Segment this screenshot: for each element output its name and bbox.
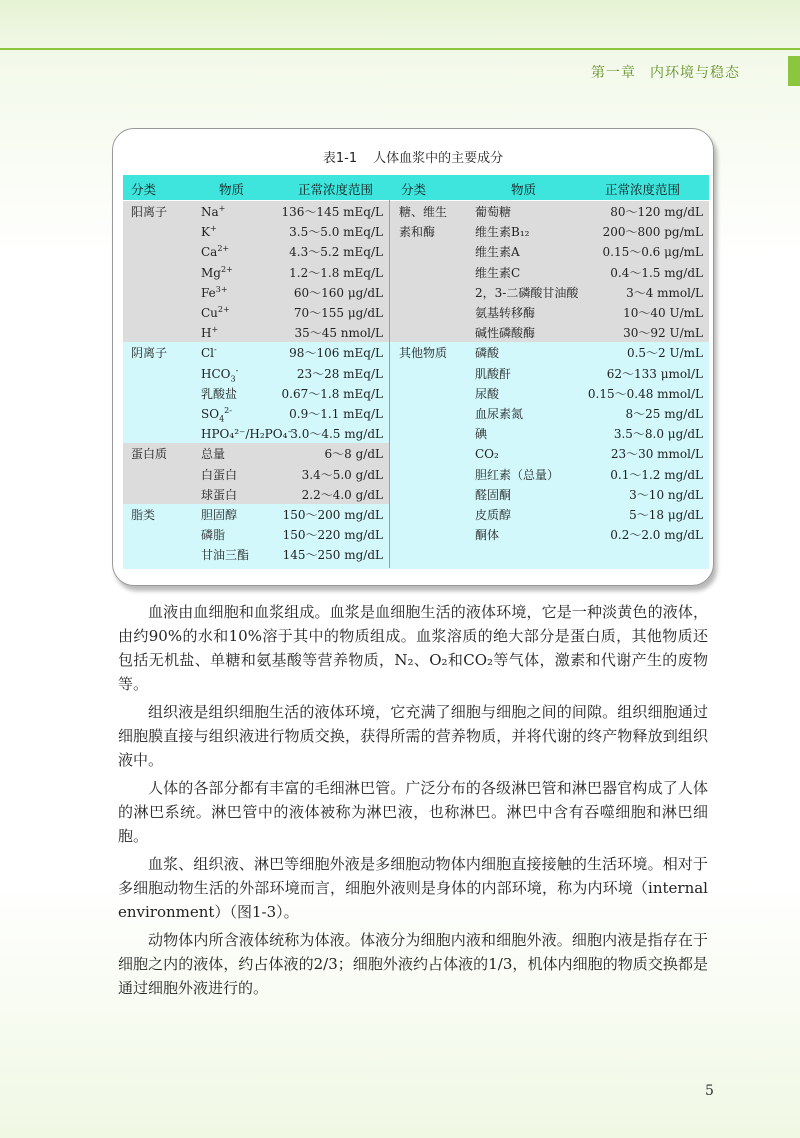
col-header-range-right: 正常浓度范围	[605, 182, 681, 197]
col-header-substance-right: 物质	[511, 182, 537, 197]
table-range-cell: 0.1～1.2 mg/dL	[610, 467, 703, 482]
table-header-row	[123, 175, 709, 200]
table-range-cell: 2.2～4.0 g/dL	[301, 487, 383, 502]
table-panel	[112, 128, 714, 586]
table-substance-cell: $Cu^{2+}$	[201, 305, 230, 320]
table-substance-cell: 碘	[475, 427, 488, 442]
table-range-cell: 10～40 U/mL	[623, 306, 703, 320]
table-substance-cell: 甘油三酯	[201, 548, 250, 563]
header-rule	[0, 48, 800, 50]
table-range-cell: 70～155 μg/dL	[293, 306, 383, 320]
table-range-cell: 6～8 g/dL	[324, 447, 383, 462]
paragraph: 血液由血细胞和血浆组成。血浆是血细胞生活的液体环境，它是一种淡黄色的液体，由约90%的水和10%溶于其中的物质组成。血浆溶质的绝大部分是蛋白质，其他物质还包括无机盐、单糖和氨基酸等营养物质，N₂、O₂和CO₂等气体，激素和代谢产生的废物等。	[118, 603, 708, 693]
table-substance-cell: 胆固醇	[201, 508, 238, 522]
table-substance-cell: 胆红素（总量）	[475, 467, 560, 482]
table-category-cell: 糖、维生	[399, 205, 448, 219]
table-title	[113, 147, 713, 166]
table-substance-cell: 磷酸	[475, 346, 500, 361]
table-substance-cell: 总量	[201, 447, 226, 462]
table-range-cell: 62～133 μmol/L	[606, 366, 703, 381]
table-category-cell: 素和酶	[399, 225, 436, 240]
table-range-cell: 0.67～1.8 mEq/L	[281, 386, 383, 401]
table-substance-cell: 酮体	[475, 528, 500, 543]
table-substance-cell: $SO_4^{2-}$	[201, 406, 232, 424]
table-substance-cell: 肌酸酐	[475, 366, 512, 381]
table-substance-cell: 葡萄糖	[475, 205, 512, 219]
table-range-cell: 0.15～0.6 μg/mL	[602, 245, 703, 260]
paragraph: 人体的各部分都有丰富的毛细淋巴管。广泛分布的各级淋巴管和淋巴器官构成了人体的淋巴系统。淋巴管中的液体被称为淋巴液，也称淋巴。淋巴中含有吞噬细胞和淋巴细胞。	[118, 779, 708, 845]
col-header-range: 正常浓度范围	[298, 182, 374, 197]
table-range-cell: 3.4～5.0 g/dL	[301, 467, 383, 482]
table-substance-cell: 皮质醇	[475, 508, 512, 522]
chapter-header	[591, 62, 740, 82]
paragraph: 血浆、组织液、淋巴等细胞外液是多细胞动物体内细胞直接接触的生活环境。相对于多细胞动物生活的外部环境而言，细胞外液则是身体的内部环境，称为内环境（internal environment）（图1-3）。	[118, 855, 708, 921]
table-substance-cell: $Mg^{2+}$	[201, 264, 233, 280]
table-category-cell: 蛋白质	[131, 447, 168, 462]
table-substance-cell: Na+	[201, 204, 226, 219]
chapter-number: 第一章	[591, 65, 636, 81]
table-range-cell: 80～120 mg/dL	[610, 205, 703, 219]
table-category-cell: 阴离子	[131, 346, 168, 361]
table-category-cell: 脂类	[131, 508, 156, 522]
col-header-substance: 物质	[219, 182, 245, 197]
table-range-cell: 150～220 mg/dL	[282, 528, 383, 543]
table-substance-cell: 维生素B₁₂	[475, 225, 530, 240]
table-substance-cell: 醛固酮	[475, 487, 512, 502]
table-number: 表1-1	[322, 151, 358, 166]
table-substance-cell: 维生素C	[475, 265, 521, 280]
table-substance-cell: $Ca^{2+}$	[201, 244, 230, 260]
header-accent-bar	[788, 56, 800, 86]
table-range-cell: 0.5～2 U/mL	[626, 346, 703, 361]
table-range-cell: 3.5～5.0 mEq/L	[289, 225, 383, 240]
col-header-category: 分类	[131, 182, 157, 197]
table-substance-cell: 磷脂	[201, 528, 226, 543]
table-range-cell: 1.2～1.8 mEq/L	[289, 265, 383, 280]
col-header-category-right: 分类	[401, 182, 427, 197]
page-number: 5	[705, 1083, 714, 1099]
table-substance-cell: $Fe^{3+}$	[201, 284, 228, 300]
table-range-cell: 0.9～1.1 mEq/L	[289, 407, 383, 421]
table-range-cell: 3.5～8.0 μg/dL	[613, 427, 703, 442]
table-range-cell: 0.15～0.48 mmol/L	[587, 386, 703, 401]
table-substance-cell: 球蛋白	[201, 487, 238, 502]
table-range-cell: 200～800 pg/mL	[602, 225, 703, 240]
table-range-cell: 23～30 mmol/L	[610, 447, 703, 462]
table-caption: 人体血浆中的主要成分	[373, 151, 504, 166]
body-text	[118, 600, 708, 1004]
table-range-cell: 5～18 μg/dL	[629, 508, 703, 522]
table-range-cell: 3～4 mmol/L	[626, 285, 703, 300]
table-range-cell: 0.4～1.5 mg/dL	[610, 265, 703, 280]
table-substance-cell: $HCO_3^-$	[201, 365, 239, 383]
paragraph: 组织液是组织细胞生活的液体环境，它充满了细胞与细胞之间的间隙。组织细胞通过细胞膜直接与组织液进行物质交换，获得所需的营养物质，并将代谢的终产物释放到组织液中。	[118, 703, 708, 769]
table-substance-cell: CO₂	[475, 447, 499, 462]
table-divider	[389, 200, 390, 568]
table-substance-cell: 维生素A	[475, 245, 520, 260]
paragraph: 动物体内所含液体统称为体液。体液分为细胞内液和细胞外液。细胞内液是指存在于细胞之内的液体，约占体液的2/3；细胞外液约占体液的1/3，机体内细胞的物质交换都是通过细胞外液进行的。	[118, 931, 708, 997]
table-range-cell: 3～10 ng/dL	[629, 487, 703, 502]
table-substance-cell: Cl-	[201, 345, 217, 361]
table-substance-cell: HPO₄²⁻/H₂PO₄⁻	[201, 427, 294, 442]
table-range-cell: 3.0～4.5 mg/dL	[290, 427, 383, 442]
table-substance-cell: 尿酸	[475, 386, 500, 401]
table-range-cell: 150～200 mg/dL	[282, 508, 383, 522]
table-range-cell: 23～28 mEq/L	[296, 366, 383, 381]
table-substance-cell: 氨基转移酶	[475, 306, 536, 320]
table-range-cell: 98～106 mEq/L	[289, 346, 383, 361]
table-substance-cell: 碱性磷酸酶	[475, 326, 536, 341]
table-category-cell: 其他物质	[399, 346, 448, 361]
table-range-cell: 30～92 U/mL	[623, 326, 703, 341]
table-range-cell: 136～145 mEq/L	[281, 205, 383, 219]
table-range-cell: 145～250 mg/dL	[282, 548, 383, 563]
table-range-cell: 60～160 μg/dL	[293, 285, 383, 300]
table-substance-cell: 乳酸盐	[201, 386, 238, 401]
table-category-cell: 阳离子	[131, 205, 168, 219]
table-substance-cell: K+	[201, 224, 217, 240]
table-range-cell: 35～45 nmol/L	[294, 326, 383, 341]
chapter-title: 内环境与稳态	[650, 65, 740, 81]
table-range-cell: 0.2～2.0 mg/dL	[610, 528, 703, 543]
table-substance-cell: 白蛋白	[201, 467, 238, 482]
table-range-cell: 8～25 mg/dL	[625, 407, 703, 421]
table-substance-cell: 2，3-二磷酸甘油酸	[475, 285, 579, 300]
table-substance-cell: 血尿素氮	[475, 407, 524, 421]
table-substance-cell: H+	[201, 325, 219, 341]
table-range-cell: 4.3～5.2 mEq/L	[289, 245, 383, 260]
